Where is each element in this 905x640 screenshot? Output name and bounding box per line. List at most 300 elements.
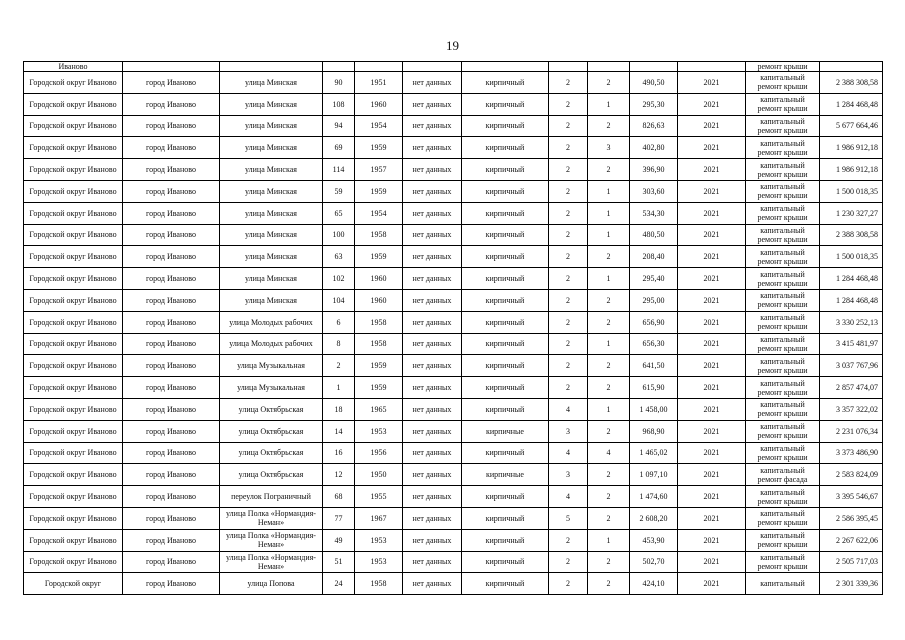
- entrances-cell: 1: [588, 93, 630, 115]
- cost-cell: 2 586 395,45: [820, 507, 883, 529]
- cost-cell: 2 857 474,07: [820, 377, 883, 399]
- settlement-cell: город Иваново: [123, 289, 220, 311]
- entrances-cell: 4: [588, 442, 630, 464]
- year-cell: 2021: [678, 93, 746, 115]
- street-cell: улица Минская: [220, 137, 323, 159]
- status-cell: нет данных: [403, 93, 462, 115]
- settlement-cell: город Иваново: [123, 246, 220, 268]
- municipality-cell: Городской округ Иваново: [24, 464, 123, 486]
- entrances-cell: 2: [588, 355, 630, 377]
- municipality-cell: Городской округ Иваново: [24, 224, 123, 246]
- house-number-cell: 114: [323, 159, 355, 181]
- floors-cell: 2: [549, 72, 588, 94]
- entrances-cell: 1: [588, 268, 630, 290]
- year-built-cell: 1954: [355, 115, 403, 137]
- house-number-cell: 102: [323, 268, 355, 290]
- floors-cell: 2: [549, 289, 588, 311]
- municipality-cell: Иваново: [24, 62, 123, 72]
- continuation-row: [24, 62, 883, 72]
- year-built-cell: 1953: [355, 551, 403, 573]
- house-number-cell: [323, 62, 355, 72]
- wall-material-cell: кирпичный: [462, 486, 549, 508]
- municipality-cell: Городской округ Иваново: [24, 202, 123, 224]
- work-type-cell: капитальный ремонт фасада: [746, 464, 820, 486]
- wall-material-cell: кирпичный: [462, 159, 549, 181]
- housing-repair-table: [23, 61, 883, 595]
- municipality-cell: Городской округ Иваново: [24, 72, 123, 94]
- year-built-cell: 1965: [355, 398, 403, 420]
- settlement-cell: город Иваново: [123, 93, 220, 115]
- wall-material-cell: кирпичный: [462, 246, 549, 268]
- street-cell: [220, 62, 323, 72]
- entrances-cell: [588, 62, 630, 72]
- entrances-cell: 2: [588, 311, 630, 333]
- table-body: [24, 62, 883, 595]
- year-cell: 2021: [678, 202, 746, 224]
- work-type-cell: капитальный: [746, 573, 820, 595]
- work-type-cell: капитальный ремонт крыши: [746, 115, 820, 137]
- status-cell: нет данных: [403, 355, 462, 377]
- settlement-cell: город Иваново: [123, 529, 220, 551]
- floors-cell: 2: [549, 246, 588, 268]
- year-cell: 2021: [678, 355, 746, 377]
- entrances-cell: 1: [588, 333, 630, 355]
- table-row: [24, 420, 883, 442]
- year-built-cell: 1960: [355, 268, 403, 290]
- municipality-cell: Городской округ Иваново: [24, 355, 123, 377]
- floors-cell: [549, 62, 588, 72]
- table-row: [24, 333, 883, 355]
- work-type-cell: капитальный ремонт крыши: [746, 311, 820, 333]
- floors-cell: 3: [549, 420, 588, 442]
- year-cell: [678, 62, 746, 72]
- work-type-cell: капитальный ремонт крыши: [746, 420, 820, 442]
- year-cell: 2021: [678, 551, 746, 573]
- street-cell: улица Музыкальная: [220, 377, 323, 399]
- floors-cell: 4: [549, 486, 588, 508]
- street-cell: улица Октябрьская: [220, 420, 323, 442]
- area-cell: 1 097,10: [630, 464, 678, 486]
- cost-cell: 1 230 327,27: [820, 202, 883, 224]
- house-number-cell: 49: [323, 529, 355, 551]
- work-type-cell: капитальный ремонт крыши: [746, 224, 820, 246]
- municipality-cell: Городской округ Иваново: [24, 486, 123, 508]
- municipality-cell: Городской округ Иваново: [24, 311, 123, 333]
- area-cell: 396,90: [630, 159, 678, 181]
- work-type-cell: капитальный ремонт крыши: [746, 72, 820, 94]
- house-number-cell: 69: [323, 137, 355, 159]
- entrances-cell: 3: [588, 137, 630, 159]
- entrances-cell: 1: [588, 529, 630, 551]
- table-row: [24, 398, 883, 420]
- status-cell: нет данных: [403, 333, 462, 355]
- entrances-cell: 1: [588, 202, 630, 224]
- wall-material-cell: кирпичный: [462, 289, 549, 311]
- house-number-cell: 65: [323, 202, 355, 224]
- house-number-cell: 108: [323, 93, 355, 115]
- street-cell: улица Молодых рабочих: [220, 333, 323, 355]
- table-row: [24, 246, 883, 268]
- house-number-cell: 2: [323, 355, 355, 377]
- entrances-cell: 2: [588, 464, 630, 486]
- settlement-cell: город Иваново: [123, 573, 220, 595]
- area-cell: [630, 62, 678, 72]
- entrances-cell: 2: [588, 246, 630, 268]
- house-number-cell: 24: [323, 573, 355, 595]
- cost-cell: 1 284 468,48: [820, 289, 883, 311]
- year-cell: 2021: [678, 464, 746, 486]
- street-cell: улица Минская: [220, 180, 323, 202]
- settlement-cell: город Иваново: [123, 420, 220, 442]
- settlement-cell: город Иваново: [123, 137, 220, 159]
- municipality-cell: Городской округ Иваново: [24, 137, 123, 159]
- year-built-cell: 1950: [355, 464, 403, 486]
- cost-cell: 2 583 824,09: [820, 464, 883, 486]
- work-type-cell: капитальный ремонт крыши: [746, 246, 820, 268]
- street-cell: улица Полка «Нормандия-Неман»: [220, 551, 323, 573]
- wall-material-cell: кирпичный: [462, 115, 549, 137]
- floors-cell: 2: [549, 115, 588, 137]
- street-cell: улица Полка «Нормандия-Неман»: [220, 529, 323, 551]
- work-type-cell: капитальный ремонт крыши: [746, 551, 820, 573]
- wall-material-cell: кирпичный: [462, 529, 549, 551]
- street-cell: улица Музыкальная: [220, 355, 323, 377]
- floors-cell: 2: [549, 377, 588, 399]
- street-cell: улица Минская: [220, 93, 323, 115]
- area-cell: 615,90: [630, 377, 678, 399]
- status-cell: нет данных: [403, 529, 462, 551]
- table-row: [24, 442, 883, 464]
- status-cell: нет данных: [403, 202, 462, 224]
- year-built-cell: 1958: [355, 311, 403, 333]
- settlement-cell: [123, 62, 220, 72]
- floors-cell: 2: [549, 202, 588, 224]
- year-built-cell: 1967: [355, 507, 403, 529]
- cost-cell: 3 330 252,13: [820, 311, 883, 333]
- status-cell: нет данных: [403, 224, 462, 246]
- cost-cell: [820, 62, 883, 72]
- status-cell: нет данных: [403, 268, 462, 290]
- street-cell: улица Октябрьская: [220, 398, 323, 420]
- page-number: 19: [446, 38, 459, 53]
- area-cell: 1 474,60: [630, 486, 678, 508]
- wall-material-cell: кирпичный: [462, 72, 549, 94]
- cost-cell: 5 677 664,46: [820, 115, 883, 137]
- house-number-cell: 18: [323, 398, 355, 420]
- work-type-cell: капитальный ремонт крыши: [746, 529, 820, 551]
- cost-cell: 2 388 308,58: [820, 72, 883, 94]
- house-number-cell: 51: [323, 551, 355, 573]
- street-cell: улица Минская: [220, 268, 323, 290]
- house-number-cell: 14: [323, 420, 355, 442]
- floors-cell: 2: [549, 137, 588, 159]
- street-cell: улица Минская: [220, 289, 323, 311]
- street-cell: улица Минская: [220, 224, 323, 246]
- municipality-cell: Городской округ Иваново: [24, 268, 123, 290]
- area-cell: 295,00: [630, 289, 678, 311]
- entrances-cell: 2: [588, 289, 630, 311]
- entrances-cell: 2: [588, 72, 630, 94]
- entrances-cell: 1: [588, 224, 630, 246]
- table-row: [24, 507, 883, 529]
- table-row: [24, 268, 883, 290]
- area-cell: 502,70: [630, 551, 678, 573]
- wall-material-cell: кирпичные: [462, 464, 549, 486]
- table-row: [24, 377, 883, 399]
- settlement-cell: город Иваново: [123, 224, 220, 246]
- street-cell: улица Попова: [220, 573, 323, 595]
- year-cell: 2021: [678, 180, 746, 202]
- area-cell: 424,10: [630, 573, 678, 595]
- year-cell: 2021: [678, 289, 746, 311]
- work-type-cell: капитальный ремонт крыши: [746, 355, 820, 377]
- cost-cell: 2 388 308,58: [820, 224, 883, 246]
- status-cell: нет данных: [403, 573, 462, 595]
- year-built-cell: 1958: [355, 224, 403, 246]
- status-cell: [403, 62, 462, 72]
- street-cell: улица Минская: [220, 159, 323, 181]
- year-built-cell: 1959: [355, 137, 403, 159]
- floors-cell: 2: [549, 311, 588, 333]
- table-row: [24, 159, 883, 181]
- house-number-cell: 12: [323, 464, 355, 486]
- house-number-cell: 6: [323, 311, 355, 333]
- year-cell: 2021: [678, 115, 746, 137]
- wall-material-cell: кирпичный: [462, 377, 549, 399]
- cost-cell: 1 284 468,48: [820, 268, 883, 290]
- floors-cell: 2: [549, 355, 588, 377]
- table-row: [24, 115, 883, 137]
- area-cell: 402,80: [630, 137, 678, 159]
- area-cell: 656,30: [630, 333, 678, 355]
- street-cell: улица Октябрьская: [220, 442, 323, 464]
- cost-cell: 3 357 322,02: [820, 398, 883, 420]
- settlement-cell: город Иваново: [123, 268, 220, 290]
- wall-material-cell: кирпичный: [462, 507, 549, 529]
- table-row: [24, 311, 883, 333]
- table-row: [24, 355, 883, 377]
- area-cell: 490,50: [630, 72, 678, 94]
- municipality-cell: Городской округ Иваново: [24, 507, 123, 529]
- settlement-cell: город Иваново: [123, 398, 220, 420]
- work-type-cell: капитальный ремонт крыши: [746, 137, 820, 159]
- work-type-cell: капитальный ремонт крыши: [746, 442, 820, 464]
- year-cell: 2021: [678, 246, 746, 268]
- area-cell: 295,30: [630, 93, 678, 115]
- area-cell: 2 608,20: [630, 507, 678, 529]
- table-row: [24, 529, 883, 551]
- wall-material-cell: кирпичный: [462, 311, 549, 333]
- area-cell: 303,60: [630, 180, 678, 202]
- cost-cell: 1 986 912,18: [820, 137, 883, 159]
- year-cell: 2021: [678, 72, 746, 94]
- year-cell: 2021: [678, 486, 746, 508]
- area-cell: 480,50: [630, 224, 678, 246]
- year-cell: 2021: [678, 333, 746, 355]
- floors-cell: 2: [549, 180, 588, 202]
- work-type-cell: капитальный ремонт крыши: [746, 180, 820, 202]
- floors-cell: 5: [549, 507, 588, 529]
- cost-cell: 3 037 767,96: [820, 355, 883, 377]
- cost-cell: 2 301 339,36: [820, 573, 883, 595]
- wall-material-cell: кирпичный: [462, 93, 549, 115]
- cost-cell: 2 505 717,03: [820, 551, 883, 573]
- table-row: [24, 464, 883, 486]
- settlement-cell: город Иваново: [123, 202, 220, 224]
- work-type-cell: капитальный ремонт крыши: [746, 268, 820, 290]
- house-number-cell: 68: [323, 486, 355, 508]
- entrances-cell: 2: [588, 551, 630, 573]
- house-number-cell: 90: [323, 72, 355, 94]
- settlement-cell: город Иваново: [123, 486, 220, 508]
- year-cell: 2021: [678, 529, 746, 551]
- municipality-cell: Городской округ Иваново: [24, 377, 123, 399]
- work-type-cell: капитальный ремонт крыши: [746, 202, 820, 224]
- table-row: [24, 180, 883, 202]
- table-row: [24, 93, 883, 115]
- settlement-cell: город Иваново: [123, 159, 220, 181]
- municipality-cell: Городской округ Иваново: [24, 115, 123, 137]
- municipality-cell: Городской округ Иваново: [24, 93, 123, 115]
- house-number-cell: 63: [323, 246, 355, 268]
- year-cell: 2021: [678, 377, 746, 399]
- table-row: [24, 289, 883, 311]
- year-cell: 2021: [678, 442, 746, 464]
- year-cell: 2021: [678, 507, 746, 529]
- year-cell: 2021: [678, 420, 746, 442]
- area-cell: 295,40: [630, 268, 678, 290]
- wall-material-cell: кирпичный: [462, 442, 549, 464]
- work-type-cell: капитальный ремонт крыши: [746, 159, 820, 181]
- entrances-cell: 1: [588, 398, 630, 420]
- year-built-cell: 1959: [355, 180, 403, 202]
- status-cell: нет данных: [403, 507, 462, 529]
- settlement-cell: город Иваново: [123, 72, 220, 94]
- status-cell: нет данных: [403, 137, 462, 159]
- year-built-cell: [355, 62, 403, 72]
- year-built-cell: 1951: [355, 72, 403, 94]
- wall-material-cell: кирпичный: [462, 355, 549, 377]
- entrances-cell: 2: [588, 159, 630, 181]
- status-cell: нет данных: [403, 377, 462, 399]
- status-cell: нет данных: [403, 180, 462, 202]
- house-number-cell: 100: [323, 224, 355, 246]
- floors-cell: 2: [549, 159, 588, 181]
- status-cell: нет данных: [403, 311, 462, 333]
- area-cell: 453,90: [630, 529, 678, 551]
- status-cell: нет данных: [403, 464, 462, 486]
- status-cell: нет данных: [403, 115, 462, 137]
- entrances-cell: 2: [588, 377, 630, 399]
- work-type-cell: капитальный ремонт крыши: [746, 507, 820, 529]
- settlement-cell: город Иваново: [123, 355, 220, 377]
- year-cell: 2021: [678, 311, 746, 333]
- settlement-cell: город Иваново: [123, 115, 220, 137]
- municipality-cell: Городской округ Иваново: [24, 180, 123, 202]
- year-built-cell: 1954: [355, 202, 403, 224]
- settlement-cell: город Иваново: [123, 377, 220, 399]
- street-cell: улица Октябрьская: [220, 464, 323, 486]
- area-cell: 656,90: [630, 311, 678, 333]
- municipality-cell: Городской округ Иваново: [24, 442, 123, 464]
- cost-cell: 2 231 076,34: [820, 420, 883, 442]
- table-row: [24, 224, 883, 246]
- year-cell: 2021: [678, 137, 746, 159]
- entrances-cell: 1: [588, 180, 630, 202]
- municipality-cell: Городской округ Иваново: [24, 551, 123, 573]
- floors-cell: 2: [549, 224, 588, 246]
- street-cell: переулок Пограничный: [220, 486, 323, 508]
- status-cell: нет данных: [403, 486, 462, 508]
- year-built-cell: 1959: [355, 377, 403, 399]
- year-built-cell: 1957: [355, 159, 403, 181]
- area-cell: 208,40: [630, 246, 678, 268]
- wall-material-cell: кирпичный: [462, 202, 549, 224]
- year-built-cell: 1959: [355, 246, 403, 268]
- street-cell: улица Молодых рабочих: [220, 311, 323, 333]
- floors-cell: 2: [549, 93, 588, 115]
- house-number-cell: 104: [323, 289, 355, 311]
- settlement-cell: город Иваново: [123, 311, 220, 333]
- entrances-cell: 2: [588, 420, 630, 442]
- municipality-cell: Городской округ Иваново: [24, 398, 123, 420]
- year-built-cell: 1955: [355, 486, 403, 508]
- street-cell: улица Минская: [220, 202, 323, 224]
- year-built-cell: 1960: [355, 93, 403, 115]
- work-type-cell: капитальный ремонт крыши: [746, 289, 820, 311]
- wall-material-cell: кирпичный: [462, 333, 549, 355]
- entrances-cell: 2: [588, 486, 630, 508]
- status-cell: нет данных: [403, 398, 462, 420]
- area-cell: 641,50: [630, 355, 678, 377]
- table-row: [24, 137, 883, 159]
- municipality-cell: Городской округ Иваново: [24, 333, 123, 355]
- area-cell: 1 458,00: [630, 398, 678, 420]
- entrances-cell: 2: [588, 507, 630, 529]
- year-built-cell: 1956: [355, 442, 403, 464]
- settlement-cell: город Иваново: [123, 507, 220, 529]
- cost-cell: 1 500 018,35: [820, 246, 883, 268]
- municipality-cell: Городской округ Иваново: [24, 420, 123, 442]
- wall-material-cell: кирпичные: [462, 420, 549, 442]
- wall-material-cell: кирпичный: [462, 398, 549, 420]
- floors-cell: 4: [549, 442, 588, 464]
- cost-cell: 3 373 486,90: [820, 442, 883, 464]
- table-row: [24, 202, 883, 224]
- status-cell: нет данных: [403, 159, 462, 181]
- work-type-cell: капитальный ремонт крыши: [746, 486, 820, 508]
- work-type-cell: капитальный ремонт крыши: [746, 398, 820, 420]
- wall-material-cell: кирпичный: [462, 224, 549, 246]
- area-cell: 968,90: [630, 420, 678, 442]
- work-type-cell: ремонт крыши: [746, 62, 820, 72]
- status-cell: нет данных: [403, 551, 462, 573]
- municipality-cell: Городской округ: [24, 573, 123, 595]
- year-built-cell: 1960: [355, 289, 403, 311]
- work-type-cell: капитальный ремонт крыши: [746, 333, 820, 355]
- house-number-cell: 59: [323, 180, 355, 202]
- table-row: [24, 72, 883, 94]
- area-cell: 1 465,02: [630, 442, 678, 464]
- floors-cell: 2: [549, 551, 588, 573]
- floors-cell: 2: [549, 333, 588, 355]
- status-cell: нет данных: [403, 289, 462, 311]
- floors-cell: 3: [549, 464, 588, 486]
- area-cell: 534,30: [630, 202, 678, 224]
- year-cell: 2021: [678, 398, 746, 420]
- cost-cell: 1 284 468,48: [820, 93, 883, 115]
- house-number-cell: 16: [323, 442, 355, 464]
